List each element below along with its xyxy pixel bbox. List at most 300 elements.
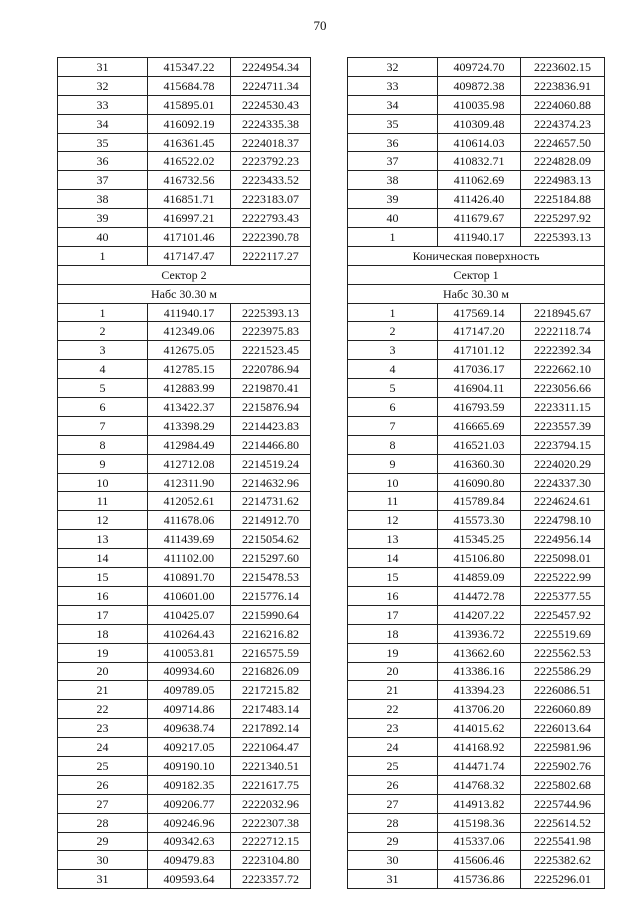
table-row (348, 228, 605, 247)
y-coordinate-cell: 2214519.24 (231, 454, 311, 473)
point-number-cell: 22 (58, 700, 148, 719)
sector-label-row (348, 265, 605, 284)
table-row (348, 586, 605, 605)
x-coordinate-cell: 414472.78 (438, 586, 521, 605)
point-number-cell: 15 (58, 568, 148, 587)
page-number: 70 (313, 18, 327, 33)
x-coordinate-cell: 414207.22 (438, 605, 521, 624)
table-row (58, 322, 311, 341)
x-coordinate-cell: 415606.46 (438, 851, 521, 870)
y-coordinate-cell: 2222118.74 (521, 322, 605, 341)
y-coordinate-cell: 2225457.92 (521, 605, 605, 624)
y-coordinate-cell: 2223311.15 (521, 398, 605, 417)
table-row (348, 133, 605, 152)
point-number-cell: 8 (58, 435, 148, 454)
table-row (348, 681, 605, 700)
y-coordinate-cell: 2223104.80 (231, 851, 311, 870)
point-number-cell: 37 (58, 171, 148, 190)
point-number-cell: 38 (348, 171, 438, 190)
table-row (348, 171, 605, 190)
y-coordinate-cell: 2225562.53 (521, 643, 605, 662)
point-number-cell: 32 (348, 58, 438, 77)
table-row (58, 228, 311, 247)
x-coordinate-cell: 411940.17 (438, 228, 521, 247)
table-row (58, 76, 311, 95)
point-number-cell: 40 (58, 228, 148, 247)
y-coordinate-cell: 2221523.45 (231, 341, 311, 360)
x-coordinate-cell: 417101.12 (438, 341, 521, 360)
y-coordinate-cell: 2224828.09 (521, 152, 605, 171)
x-coordinate-cell: 414168.92 (438, 738, 521, 757)
table-row (348, 624, 605, 643)
y-coordinate-cell: 2216826.09 (231, 662, 311, 681)
x-coordinate-cell: 416361.45 (148, 133, 231, 152)
x-coordinate-cell: 415573.30 (438, 511, 521, 530)
x-coordinate-cell: 414913.82 (438, 794, 521, 813)
point-number-cell: 17 (58, 605, 148, 624)
point-number-cell: 26 (58, 775, 148, 794)
table-row (58, 360, 311, 379)
point-number-cell: 13 (348, 530, 438, 549)
table-row (348, 643, 605, 662)
table-row (348, 775, 605, 794)
point-number-cell: 33 (348, 76, 438, 95)
table-row (58, 133, 311, 152)
table-row (348, 322, 605, 341)
y-coordinate-cell: 2225393.13 (521, 228, 605, 247)
y-coordinate-cell: 2225297.92 (521, 209, 605, 228)
y-coordinate-cell: 2217215.82 (231, 681, 311, 700)
y-coordinate-cell: 2215297.60 (231, 549, 311, 568)
point-number-cell: 29 (58, 832, 148, 851)
y-coordinate-cell: 2216216.82 (231, 624, 311, 643)
point-number-cell: 27 (58, 794, 148, 813)
x-coordinate-cell: 410425.07 (148, 605, 231, 624)
point-number-cell: 30 (348, 851, 438, 870)
x-coordinate-cell: 417569.14 (438, 303, 521, 322)
point-number-cell: 35 (348, 114, 438, 133)
table-row (348, 832, 605, 851)
point-number-cell: 38 (58, 190, 148, 209)
x-coordinate-cell: 414015.62 (438, 719, 521, 738)
point-number-cell: 39 (348, 190, 438, 209)
table-row (348, 662, 605, 681)
y-coordinate-cell: 2225393.13 (231, 303, 311, 322)
table-row (58, 851, 311, 870)
table-row (58, 719, 311, 738)
x-coordinate-cell: 412311.90 (148, 473, 231, 492)
x-coordinate-cell: 415895.01 (148, 95, 231, 114)
x-coordinate-cell: 413706.20 (438, 700, 521, 719)
point-number-cell: 18 (348, 624, 438, 643)
x-coordinate-cell: 413398.29 (148, 416, 231, 435)
table-row (348, 58, 605, 77)
x-coordinate-cell: 410614.03 (438, 133, 521, 152)
y-coordinate-cell: 2222032.96 (231, 794, 311, 813)
table-row (348, 341, 605, 360)
table-row (58, 568, 311, 587)
point-number-cell: 7 (348, 416, 438, 435)
table-row (348, 416, 605, 435)
x-coordinate-cell: 410309.48 (438, 114, 521, 133)
y-coordinate-cell: 2217892.14 (231, 719, 311, 738)
y-coordinate-cell: 2224624.61 (521, 492, 605, 511)
y-coordinate-cell: 2215478.53 (231, 568, 311, 587)
point-number-cell: 17 (348, 605, 438, 624)
x-coordinate-cell: 416904.11 (438, 379, 521, 398)
table-row (58, 511, 311, 530)
table-row (58, 171, 311, 190)
point-number-cell: 37 (348, 152, 438, 171)
point-number-cell: 8 (348, 435, 438, 454)
y-coordinate-cell: 2225184.88 (521, 190, 605, 209)
point-number-cell: 25 (58, 756, 148, 775)
point-number-cell: 25 (348, 756, 438, 775)
table-row (58, 95, 311, 114)
point-number-cell: 4 (58, 360, 148, 379)
y-coordinate-cell: 2221340.51 (231, 756, 311, 775)
y-coordinate-cell: 2224374.23 (521, 114, 605, 133)
x-coordinate-cell: 413662.60 (438, 643, 521, 662)
table-row (348, 76, 605, 95)
y-coordinate-cell: 2225222.99 (521, 568, 605, 587)
x-coordinate-cell: 417036.17 (438, 360, 521, 379)
x-coordinate-cell: 410035.98 (438, 95, 521, 114)
height-label-row (348, 284, 605, 303)
x-coordinate-cell: 416665.69 (438, 416, 521, 435)
table-row (348, 190, 605, 209)
table-row (348, 756, 605, 775)
table-row (348, 851, 605, 870)
table-row (58, 209, 311, 228)
point-number-cell: 1 (348, 303, 438, 322)
y-coordinate-cell: 2225377.55 (521, 586, 605, 605)
x-coordinate-cell: 415337.06 (438, 832, 521, 851)
table-row (58, 530, 311, 549)
table-row (348, 152, 605, 171)
y-coordinate-cell: 2223836.91 (521, 76, 605, 95)
x-coordinate-cell: 414471.74 (438, 756, 521, 775)
table-row (58, 398, 311, 417)
x-coordinate-cell: 415736.86 (438, 870, 521, 889)
y-coordinate-cell: 2224018.37 (231, 133, 311, 152)
x-coordinate-cell: 412675.05 (148, 341, 231, 360)
table-row (58, 794, 311, 813)
table-row (58, 114, 311, 133)
y-coordinate-cell: 2225902.76 (521, 756, 605, 775)
x-coordinate-cell: 412712.08 (148, 454, 231, 473)
point-number-cell: 15 (348, 568, 438, 587)
x-coordinate-cell: 409872.38 (438, 76, 521, 95)
x-coordinate-cell: 415347.22 (148, 58, 231, 77)
table-row (348, 568, 605, 587)
point-number-cell: 27 (348, 794, 438, 813)
surface-label: Коническая поверхность (348, 246, 605, 265)
y-coordinate-cell: 2225981.96 (521, 738, 605, 757)
x-coordinate-cell: 416521.03 (438, 435, 521, 454)
table-row (348, 738, 605, 757)
x-coordinate-cell: 415345.25 (438, 530, 521, 549)
height-label: Набс 30.30 м (348, 284, 605, 303)
table-row (348, 454, 605, 473)
point-number-cell: 36 (348, 133, 438, 152)
point-number-cell: 16 (58, 586, 148, 605)
x-coordinate-cell: 409217.05 (148, 738, 231, 757)
point-number-cell: 1 (348, 228, 438, 247)
table-row (58, 775, 311, 794)
table-row (58, 549, 311, 568)
y-coordinate-cell: 2215876.94 (231, 398, 311, 417)
point-number-cell: 35 (58, 133, 148, 152)
y-coordinate-cell: 2223602.15 (521, 58, 605, 77)
point-number-cell: 34 (58, 114, 148, 133)
y-coordinate-cell: 2225098.01 (521, 549, 605, 568)
x-coordinate-cell: 413386.16 (438, 662, 521, 681)
table-row (58, 605, 311, 624)
table-row (58, 435, 311, 454)
y-coordinate-cell: 2224060.88 (521, 95, 605, 114)
x-coordinate-cell: 409638.74 (148, 719, 231, 738)
x-coordinate-cell: 413422.37 (148, 398, 231, 417)
point-number-cell: 13 (58, 530, 148, 549)
point-number-cell: 11 (348, 492, 438, 511)
point-number-cell: 14 (58, 549, 148, 568)
y-coordinate-cell: 2224530.43 (231, 95, 311, 114)
point-number-cell: 24 (58, 738, 148, 757)
x-coordinate-cell: 409789.05 (148, 681, 231, 700)
y-coordinate-cell: 2226086.51 (521, 681, 605, 700)
y-coordinate-cell: 2224711.34 (231, 76, 311, 95)
table-row (58, 341, 311, 360)
y-coordinate-cell: 2225586.29 (521, 662, 605, 681)
point-number-cell: 10 (58, 473, 148, 492)
table-row (58, 492, 311, 511)
point-number-cell: 28 (58, 813, 148, 832)
point-number-cell: 2 (58, 322, 148, 341)
y-coordinate-cell: 2222712.15 (231, 832, 311, 851)
y-coordinate-cell: 2225614.52 (521, 813, 605, 832)
y-coordinate-cell: 2225541.98 (521, 832, 605, 851)
table-row (58, 870, 311, 889)
point-number-cell: 32 (58, 76, 148, 95)
sector-label: Сектор 1 (348, 265, 605, 284)
x-coordinate-cell: 410601.00 (148, 586, 231, 605)
point-number-cell: 22 (348, 700, 438, 719)
y-coordinate-cell: 2215054.62 (231, 530, 311, 549)
table-row (58, 738, 311, 757)
x-coordinate-cell: 415198.36 (438, 813, 521, 832)
table-row (348, 870, 605, 889)
y-coordinate-cell: 2216575.59 (231, 643, 311, 662)
point-number-cell: 2 (348, 322, 438, 341)
y-coordinate-cell: 2223792.23 (231, 152, 311, 171)
x-coordinate-cell: 410832.71 (438, 152, 521, 171)
x-coordinate-cell: 416997.21 (148, 209, 231, 228)
x-coordinate-cell: 412883.99 (148, 379, 231, 398)
x-coordinate-cell: 417147.47 (148, 246, 231, 265)
point-number-cell: 23 (348, 719, 438, 738)
x-coordinate-cell: 409182.35 (148, 775, 231, 794)
table-row (348, 398, 605, 417)
y-coordinate-cell: 2224657.50 (521, 133, 605, 152)
coordinates-table-right (347, 57, 605, 889)
y-coordinate-cell: 2224798.10 (521, 511, 605, 530)
point-number-cell: 6 (58, 398, 148, 417)
x-coordinate-cell: 409246.96 (148, 813, 231, 832)
point-number-cell: 23 (58, 719, 148, 738)
point-number-cell: 10 (348, 473, 438, 492)
point-number-cell: 18 (58, 624, 148, 643)
y-coordinate-cell: 2222390.78 (231, 228, 311, 247)
table-row (58, 756, 311, 775)
point-number-cell: 14 (348, 549, 438, 568)
point-number-cell: 5 (348, 379, 438, 398)
x-coordinate-cell: 416522.02 (148, 152, 231, 171)
y-coordinate-cell: 2223433.52 (231, 171, 311, 190)
y-coordinate-cell: 2222392.34 (521, 341, 605, 360)
y-coordinate-cell: 2223794.15 (521, 435, 605, 454)
table-row (58, 624, 311, 643)
y-coordinate-cell: 2225802.68 (521, 775, 605, 794)
point-number-cell: 30 (58, 851, 148, 870)
height-label: Набс 30.30 м (58, 284, 311, 303)
point-number-cell: 16 (348, 586, 438, 605)
table-row (58, 416, 311, 435)
point-number-cell: 31 (348, 870, 438, 889)
x-coordinate-cell: 409206.77 (148, 794, 231, 813)
y-coordinate-cell: 2222307.38 (231, 813, 311, 832)
x-coordinate-cell: 411439.69 (148, 530, 231, 549)
table-row (348, 435, 605, 454)
surface-label-row (348, 246, 605, 265)
x-coordinate-cell: 409190.10 (148, 756, 231, 775)
table-row (348, 549, 605, 568)
y-coordinate-cell: 2223975.83 (231, 322, 311, 341)
point-number-cell: 31 (58, 58, 148, 77)
point-number-cell: 33 (58, 95, 148, 114)
y-coordinate-cell: 2224020.29 (521, 454, 605, 473)
table-row (58, 152, 311, 171)
x-coordinate-cell: 415684.78 (148, 76, 231, 95)
table-row (58, 681, 311, 700)
x-coordinate-cell: 415789.84 (438, 492, 521, 511)
point-number-cell: 36 (58, 152, 148, 171)
x-coordinate-cell: 412785.15 (148, 360, 231, 379)
point-number-cell: 1 (58, 303, 148, 322)
point-number-cell: 11 (58, 492, 148, 511)
y-coordinate-cell: 2224335.38 (231, 114, 311, 133)
table-row (58, 58, 311, 77)
point-number-cell: 4 (348, 360, 438, 379)
y-coordinate-cell: 2220786.94 (231, 360, 311, 379)
table-row (348, 360, 605, 379)
y-coordinate-cell: 2224956.14 (521, 530, 605, 549)
point-number-cell: 3 (348, 341, 438, 360)
x-coordinate-cell: 416851.71 (148, 190, 231, 209)
y-coordinate-cell: 2218945.67 (521, 303, 605, 322)
y-coordinate-cell: 2223056.66 (521, 379, 605, 398)
table-row (58, 190, 311, 209)
x-coordinate-cell: 411102.00 (148, 549, 231, 568)
y-coordinate-cell: 2214912.70 (231, 511, 311, 530)
y-coordinate-cell: 2226060.89 (521, 700, 605, 719)
x-coordinate-cell: 413394.23 (438, 681, 521, 700)
x-coordinate-cell: 409934.60 (148, 662, 231, 681)
table-row (58, 813, 311, 832)
y-coordinate-cell: 2214466.80 (231, 435, 311, 454)
height-label-row (58, 284, 311, 303)
y-coordinate-cell: 2221064.47 (231, 738, 311, 757)
y-coordinate-cell: 2219870.41 (231, 379, 311, 398)
table-row (58, 379, 311, 398)
point-number-cell: 19 (58, 643, 148, 662)
x-coordinate-cell: 409593.64 (148, 870, 231, 889)
table-row (348, 95, 605, 114)
point-number-cell: 26 (348, 775, 438, 794)
point-number-cell: 9 (348, 454, 438, 473)
x-coordinate-cell: 411678.06 (148, 511, 231, 530)
table-row (58, 454, 311, 473)
x-coordinate-cell: 414859.09 (438, 568, 521, 587)
table-row (58, 700, 311, 719)
x-coordinate-cell: 416090.80 (438, 473, 521, 492)
y-coordinate-cell: 2214632.96 (231, 473, 311, 492)
x-coordinate-cell: 411679.67 (438, 209, 521, 228)
y-coordinate-cell: 2222117.27 (231, 246, 311, 265)
y-coordinate-cell: 2225519.69 (521, 624, 605, 643)
point-number-cell: 7 (58, 416, 148, 435)
y-coordinate-cell: 2214731.62 (231, 492, 311, 511)
point-number-cell: 1 (58, 246, 148, 265)
x-coordinate-cell: 409479.83 (148, 851, 231, 870)
y-coordinate-cell: 2217483.14 (231, 700, 311, 719)
x-coordinate-cell: 416360.30 (438, 454, 521, 473)
x-coordinate-cell: 411426.40 (438, 190, 521, 209)
table-row (348, 813, 605, 832)
point-number-cell: 24 (348, 738, 438, 757)
y-coordinate-cell: 2224983.13 (521, 171, 605, 190)
table-row (348, 492, 605, 511)
point-number-cell: 20 (348, 662, 438, 681)
y-coordinate-cell: 2223183.07 (231, 190, 311, 209)
x-coordinate-cell: 417147.20 (438, 322, 521, 341)
point-number-cell: 21 (58, 681, 148, 700)
table-row (348, 473, 605, 492)
x-coordinate-cell: 409724.70 (438, 58, 521, 77)
coordinates-table-left (57, 57, 311, 889)
point-number-cell: 28 (348, 813, 438, 832)
x-coordinate-cell: 411062.69 (438, 171, 521, 190)
y-coordinate-cell: 2225744.96 (521, 794, 605, 813)
table-row (58, 303, 311, 322)
x-coordinate-cell: 415106.80 (438, 549, 521, 568)
table-row (58, 662, 311, 681)
x-coordinate-cell: 413936.72 (438, 624, 521, 643)
point-number-cell: 3 (58, 341, 148, 360)
point-number-cell: 12 (58, 511, 148, 530)
point-number-cell: 9 (58, 454, 148, 473)
point-number-cell: 29 (348, 832, 438, 851)
table-row (348, 114, 605, 133)
point-number-cell: 19 (348, 643, 438, 662)
x-coordinate-cell: 416092.19 (148, 114, 231, 133)
y-coordinate-cell: 2224954.34 (231, 58, 311, 77)
table-row (58, 473, 311, 492)
table-row (58, 832, 311, 851)
x-coordinate-cell: 417101.46 (148, 228, 231, 247)
x-coordinate-cell: 411940.17 (148, 303, 231, 322)
table-row (348, 700, 605, 719)
